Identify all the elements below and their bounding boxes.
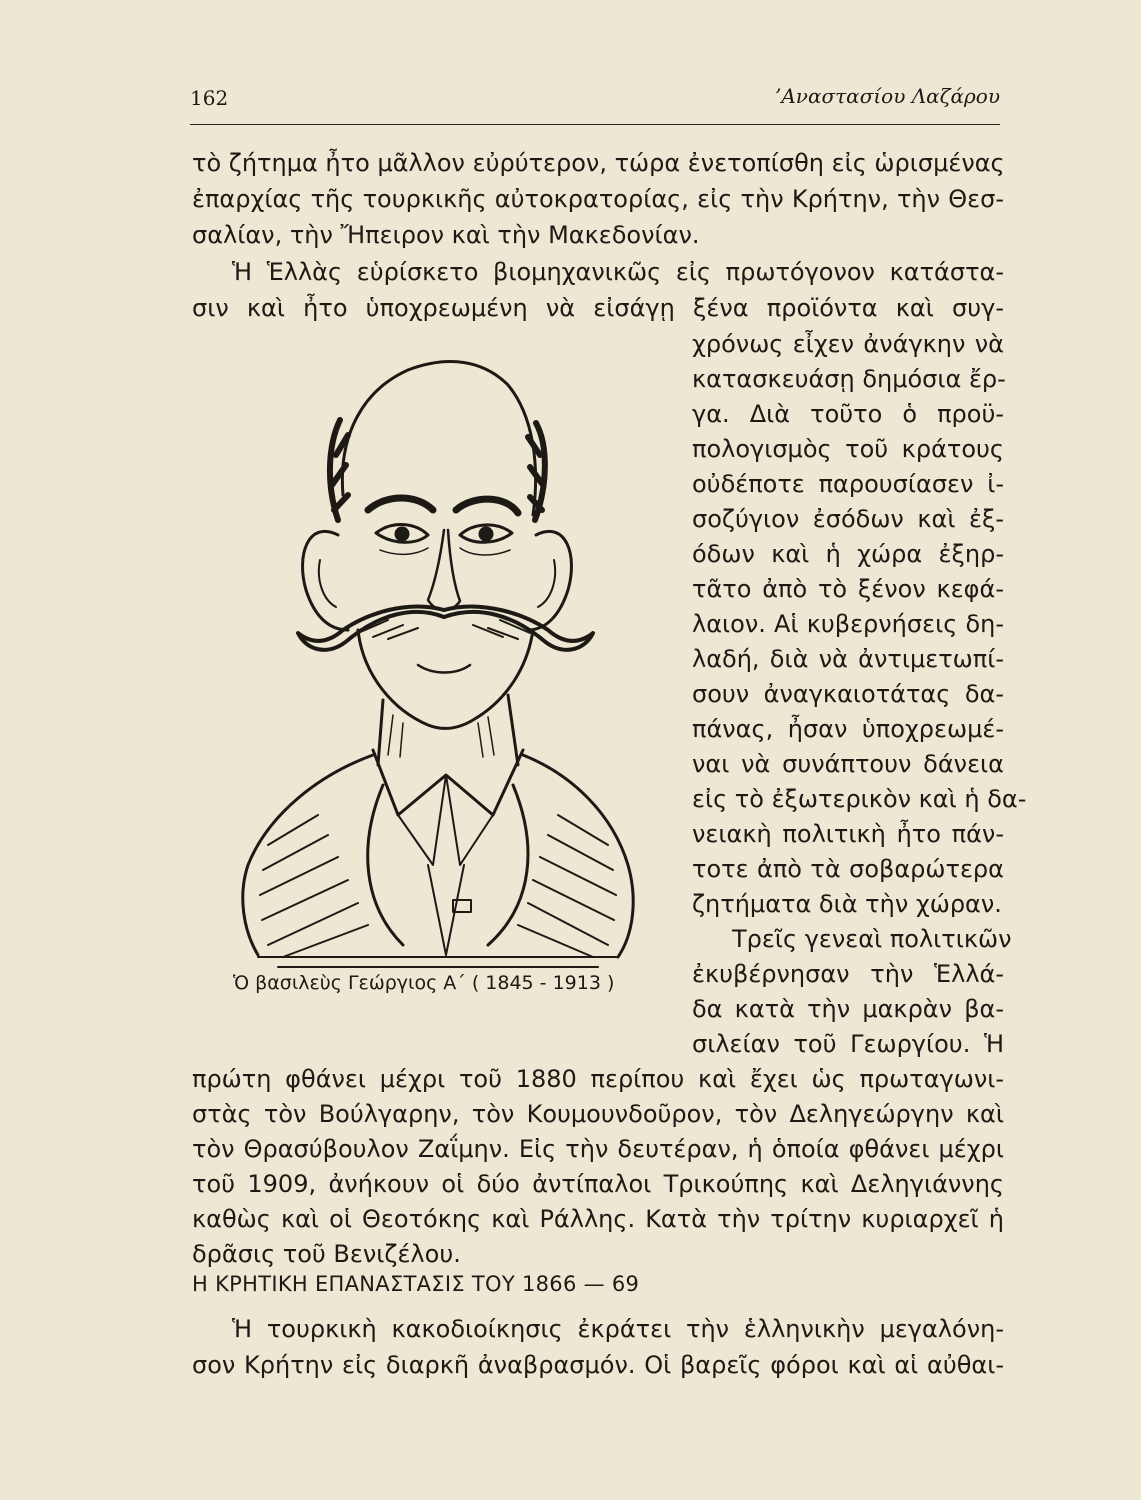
portrait-figure: [188, 345, 670, 975]
page-number: 162: [190, 86, 229, 110]
text-line: τᾶτο ἀπὸ τὸ ξένον κεφά-: [692, 575, 1004, 603]
text-line: ἐκυβέρνησαν τὴν Ἑλλά-: [692, 960, 1004, 988]
text-line: σιν καὶ ἦτο ὑποχρεωμένη νὰ εἰσάγῃ ξένα προϊόντα καὶ συγ-: [192, 294, 1004, 322]
text-line: πάνας, ἦσαν ὑποχρεωμέ-: [692, 715, 1004, 743]
header-rule: [190, 124, 1000, 125]
text-line: νειακὴ πολιτικὴ ἦτο πάν-: [692, 820, 1004, 848]
text-line: γα. Διὰ τοῦτο ὁ προϋ-: [692, 400, 1004, 428]
text-line: τὸ ζήτημα ἦτο μᾶλλον εὐρύτερον, τώρα ἐνετοπίσθη εἰς ὡρισμένας: [192, 149, 1005, 177]
text-line: οὐδέποτε παρουσίασεν ἰ-: [692, 470, 1004, 498]
running-head: ’Αναστασίου Λαζάρου: [775, 84, 1000, 108]
text-line: στὰς τὸν Βούλγαρην, τὸν Κουμουνδοῦρον, τὸν Δεληγεώργην καὶ: [192, 1100, 1004, 1128]
text-line: Τρεῖς γενεαὶ πολιτικῶν: [732, 925, 1012, 953]
king-george-portrait-illustration: [188, 345, 670, 975]
text-line: πολογισμὸς τοῦ κράτους: [692, 435, 1004, 463]
text-line: λαιον. Αἱ κυβερνήσεις δη-: [692, 610, 1004, 638]
text-line: σοζύγιον ἐσόδων καὶ ἐξ-: [692, 505, 1004, 533]
section-heading: Η ΚΡΗΤΙΚΗ ΕΠΑΝΑΣΤΑΣΙΣ ΤΟΥ 1866 — 69: [192, 1272, 640, 1296]
figure-caption: Ὁ βασιλεὺς Γεώργιος Α΄ ( 1845 - 1913 ): [233, 972, 615, 994]
text-line: σον Κρήτην εἰς διαρκῆ ἀναβρασμόν. Οἱ βαρεῖς φόροι καὶ αἱ αὐθαι-: [192, 1351, 1004, 1379]
text-line: σουν ἀναγκαιοτάτας δα-: [692, 680, 1004, 708]
text-line: δρᾶσις τοῦ Βενιζέλου.: [192, 1240, 461, 1268]
text-line: τὸν Θρασύβουλον Ζαΐμην. Εἰς τὴν δευτέραν, ἡ ὁποία φθάνει μέχρι: [192, 1135, 1004, 1163]
page-header: [190, 78, 1000, 118]
text-line: Ἡ Ἑλλὰς εὑρίσκετο βιομηχανικῶς εἰς πρωτόγονον κατάστα-: [232, 258, 1004, 286]
text-line: τοτε ἀπὸ τὰ σοβαρώτερα: [692, 855, 1004, 883]
text-line: ζητήματα διὰ τὴν χώραν.: [692, 890, 1002, 918]
text-line: δα κατὰ τὴν μακρὰν βα-: [692, 995, 1004, 1023]
text-line: εἰς τὸ ἐξωτερικὸν καὶ ἡ δα-: [692, 785, 1027, 813]
text-line: σαλίαν, τὴν Ἤπειρον καὶ τὴν Μακεδονίαν.: [192, 221, 700, 249]
text-line: χρόνως εἶχεν ἀνάγκην νὰ: [692, 330, 1004, 358]
text-line: ναι νὰ συνάπτουν δάνεια: [692, 750, 1004, 778]
text-line: τοῦ 1909, ἀνήκουν οἱ δύο ἀντίπαλοι Τρικούπης καὶ Δεληγιάννης: [192, 1170, 1004, 1198]
text-line: ἐπαρχίας τῆς τουρκικῆς αὐτοκρατορίας, εἰς τὴν Κρήτην, τὴν Θεσ-: [192, 185, 1004, 213]
text-line: Ἡ τουρκικὴ κακοδιοίκησις ἐκράτει τὴν ἑλληνικὴν μεγαλόνη-: [232, 1315, 1004, 1343]
text-line: λαδή, διὰ νὰ ἀντιμετωπί-: [692, 645, 1004, 673]
text-line: όδων καὶ ἡ χώρα ἐξηρ-: [692, 540, 1004, 568]
text-line: σιλείαν τοῦ Γεωργίου. Ἡ: [692, 1030, 1004, 1058]
text-line: καθὼς καὶ οἱ Θεοτόκης καὶ Ράλλης. Κατὰ τὴν τρίτην κυριαρχεῖ ἡ: [192, 1205, 1004, 1233]
text-line: κατασκευάσῃ δημόσια ἔρ-: [692, 365, 1006, 393]
text-line: πρώτη φθάνει μέχρι τοῦ 1880 περίπου καὶ ἔχει ὡς πρωταγωνι-: [192, 1065, 1004, 1093]
